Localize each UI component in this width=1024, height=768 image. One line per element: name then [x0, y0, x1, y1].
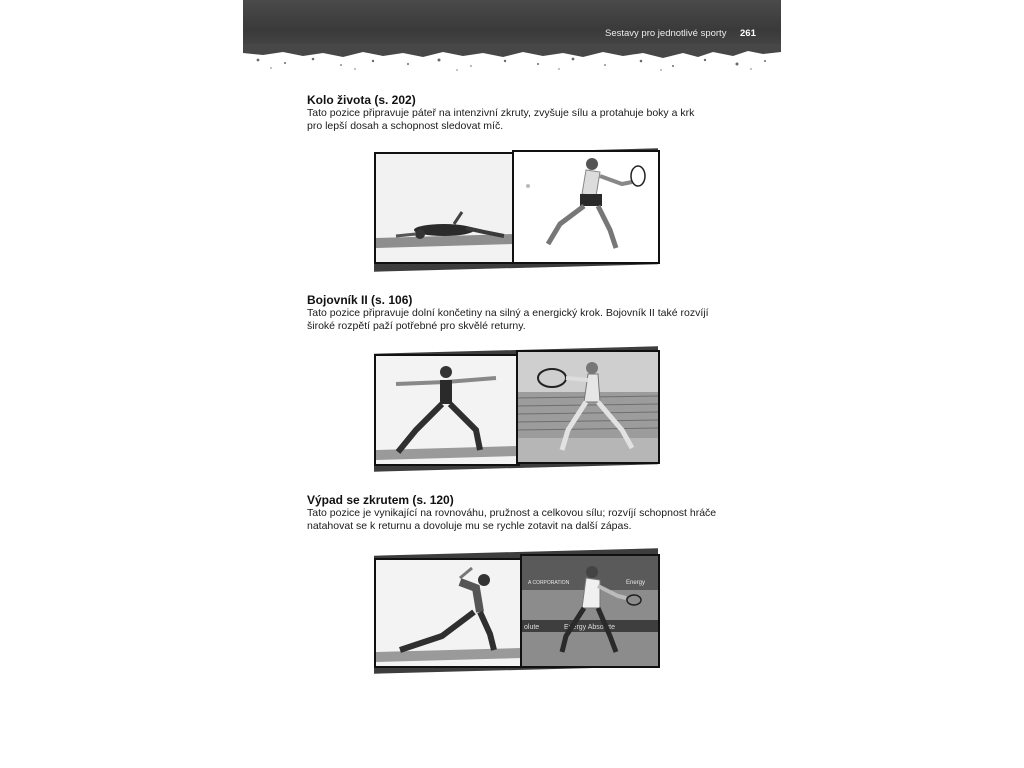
photo-pair-bojovnik-ii: [370, 346, 660, 470]
book-page: [243, 0, 781, 768]
section-text-line-2: pro lepší dosah a schopnost sledovat míč.: [307, 120, 504, 132]
yoga-photo-revolved-pose: [374, 152, 516, 264]
ad-board-right-text: Energy Absolute: [564, 624, 615, 631]
photo-pair-vypad-se-zkrutem: [370, 548, 660, 672]
yoga-figure-image: [376, 560, 522, 666]
section-text-line-1: Tato pozice připravuje páteř na intenzivní zkruty, zvyšuje sílu a protahuje boky a krk: [307, 107, 695, 119]
tennis-photo-forehand-lunge: [512, 150, 660, 264]
yoga-figure-image: [376, 356, 518, 464]
section-title: Výpad se zkrutem (s. 120): [307, 493, 454, 507]
page-number: 261: [740, 28, 756, 39]
header-grunge-edge: [243, 44, 781, 76]
section-vypad-se-zkrutem: [307, 493, 727, 533]
section-text-line-1: Tato pozice připravuje dolní končetiny na silný a energický krok. Bojovník II také rozvíjí: [307, 307, 709, 319]
page-header: [243, 0, 781, 50]
banner-corporation-text: A CORPORATION: [528, 580, 570, 586]
section-text-line-1: Tato pozice je vynikající na rovnováhu, pružnost a celkovou sílu; rozvíjí schopnost hráče: [307, 507, 717, 519]
ad-board-left-text: olute: [524, 624, 540, 631]
banner-energy-text: Energy: [626, 580, 646, 586]
section-bojovnik-ii: [307, 293, 727, 333]
yoga-photo-twisted-lunge: [374, 558, 524, 668]
yoga-photo-warrior-ii: [374, 354, 520, 466]
section-title: Kolo života (s. 202): [307, 93, 416, 107]
tennis-player-image: [514, 152, 658, 262]
tennis-photo-backhand: [520, 554, 660, 668]
section-text-line-2: natahovat se k returnu a dovoluje mu se rychle zotavit na další zápas.: [307, 520, 632, 532]
tennis-photo-wide-stance: [516, 350, 660, 464]
section-text-line-2: široké rozpětí paží potřebné pro skvělé returny.: [307, 320, 526, 332]
photo-pair-kolo-zivota: [370, 146, 660, 270]
tennis-court-image: [522, 556, 658, 666]
tennis-stadium-image: [518, 352, 658, 462]
chapter-title: Sestavy pro jednotlivé sporty: [605, 28, 727, 39]
section-kolo-zivota: [307, 93, 727, 133]
section-title: Bojovník II (s. 106): [307, 293, 413, 307]
yoga-figure-image: [376, 154, 514, 262]
